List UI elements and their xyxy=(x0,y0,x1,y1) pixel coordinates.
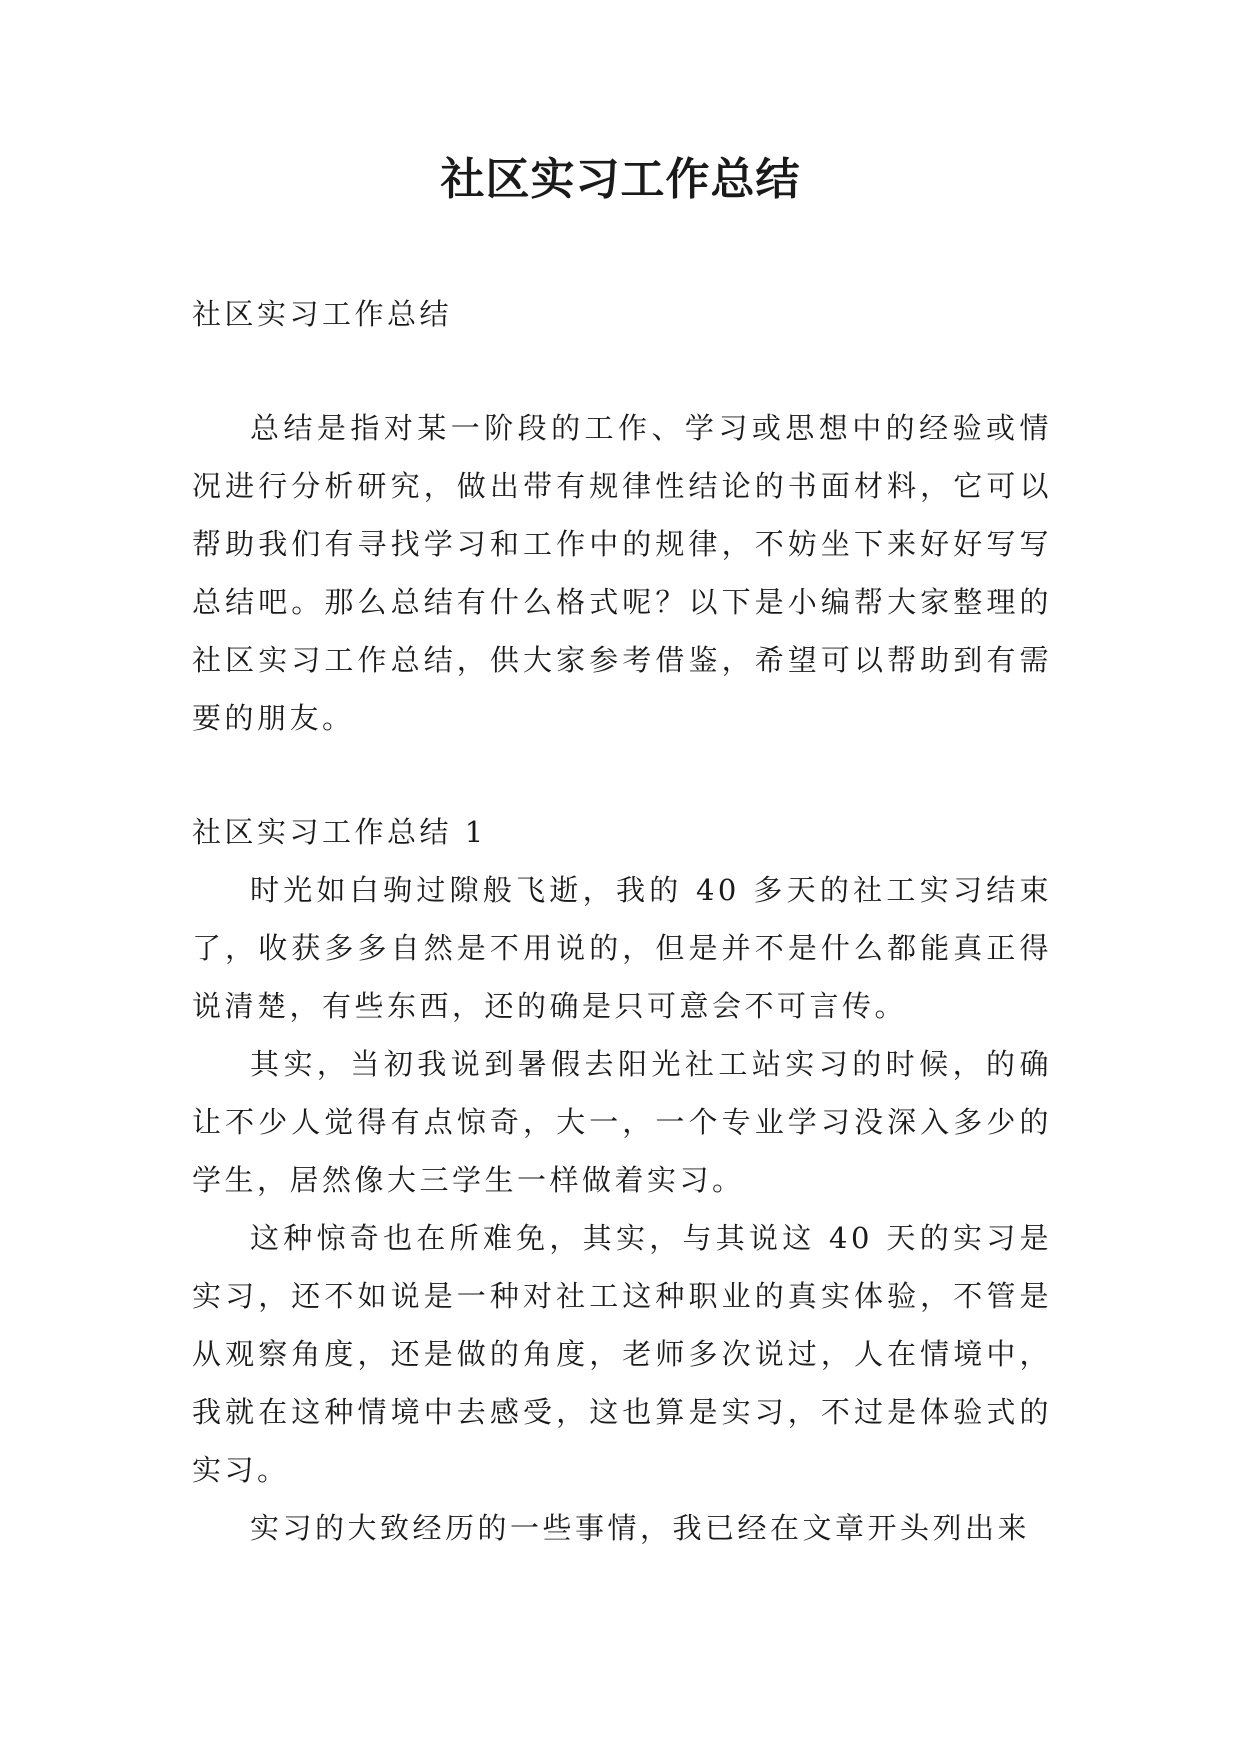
body-paragraph: 实习的大致经历的一些事情，我已经在文章开头列出来 xyxy=(250,1511,1031,1545)
body-paragraph: 时光如白驹过隙般飞逝，我的 40 多天的社工实习结束了，收获多多自然是不用说的，但是并不是什么都能真正得说清楚，有些东西，还的确是只可意会不可言传。 xyxy=(192,873,1052,1023)
document-body xyxy=(192,285,1052,1557)
intro-paragraph: 总结是指对某一阶段的工作、学习或思想中的经验或情况进行分析研究，做出带有规律性结论的书面材料，它可以帮助我们有寻找学习和工作中的规律，不妨坐下来好好写写总结吧。那么总结有什么格式呢？以下是小编帮大家整理的社区实习工作总结，供大家参考借鉴，希望可以帮助到有需要的朋友。 xyxy=(192,411,1052,735)
document-title: 社区实习工作总结 xyxy=(440,154,801,205)
body-paragraph: 这种惊奇也在所难免，其实，与其说这 40 天的实习是实习，还不如说是一种对社工这种职业的真实体验，不管是从观察角度，还是做的角度，老师多次说过，人在情境中，我就在这种情境中去感受，这也算是实习，不过是体验式的实习。 xyxy=(192,1221,1052,1487)
body-paragraph: 其实，当初我说到暑假去阳光社工站实习的时候，的确让不少人觉得有点惊奇，大一，一个专业学习没深入多少的学生，居然像大三学生一样做着实习。 xyxy=(192,1047,1052,1197)
section-heading: 社区实习工作总结 1 xyxy=(192,815,487,849)
document-subtitle: 社区实习工作总结 xyxy=(192,297,453,331)
